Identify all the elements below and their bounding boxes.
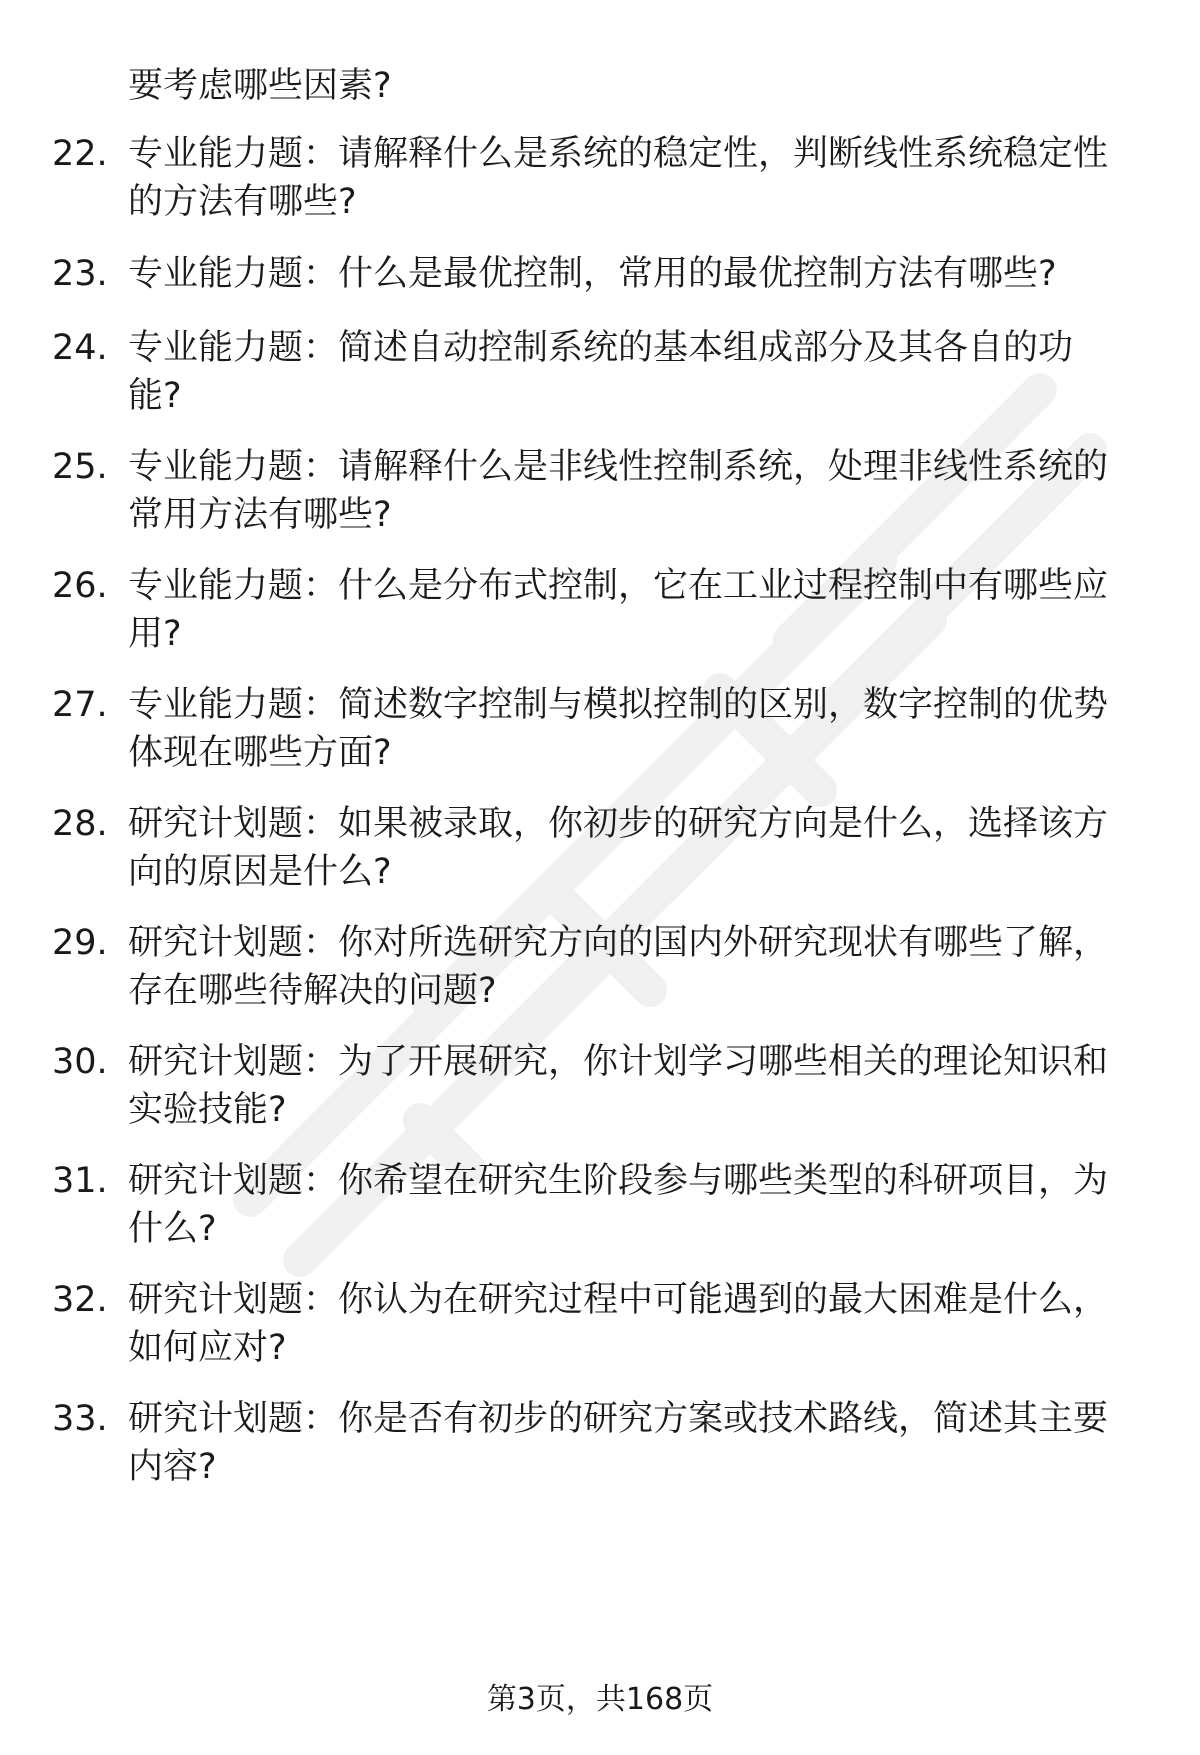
question-line: 专业能力题：请解释什么是非线性控制系统，处理非线性系统的 — [128, 447, 1109, 487]
question-number: 26. — [52, 566, 108, 606]
question-line: 专业能力题：什么是最优控制，常用的最优控制方法有哪些? — [128, 254, 1057, 294]
question-line: 专业能力题：什么是分布式控制，它在工业过程控制中有哪些应 — [128, 566, 1109, 606]
question-line: 的方法有哪些? — [128, 182, 357, 222]
page-footer: 第3页，共168页 — [486, 1682, 714, 1717]
question-number: 29. — [52, 923, 108, 963]
question-line: 常用方法有哪些? — [128, 495, 392, 535]
continuation-text: 要考虑哪些因素? — [128, 66, 392, 106]
question-line: 体现在哪些方面? — [128, 733, 392, 773]
question-number: 32. — [52, 1280, 108, 1320]
question-number: 24. — [52, 328, 108, 368]
question-line: 能? — [128, 376, 182, 416]
question-line: 内容? — [128, 1447, 217, 1487]
question-line: 专业能力题：简述数字控制与模拟控制的区别，数字控制的优势 — [128, 685, 1109, 725]
question-line: 专业能力题：简述自动控制系统的基本组成部分及其各自的功 — [128, 328, 1074, 368]
question-number: 22. — [52, 134, 108, 174]
question-line: 研究计划题：你是否有初步的研究方案或技术路线，简述其主要 — [128, 1399, 1109, 1439]
question-line: 用? — [128, 614, 182, 654]
question-line: 研究计划题：你认为在研究过程中可能遇到的最大困难是什么， — [128, 1280, 1109, 1320]
question-line: 实验技能? — [128, 1090, 287, 1130]
question-line: 存在哪些待解决的问题? — [128, 971, 497, 1011]
question-number: 33. — [52, 1399, 108, 1439]
question-line: 研究计划题：为了开展研究，你计划学习哪些相关的理论知识和 — [128, 1042, 1109, 1082]
question-line: 什么? — [128, 1209, 217, 1249]
question-line: 研究计划题：你对所选研究方向的国内外研究现状有哪些了解， — [128, 923, 1109, 963]
question-number: 25. — [52, 447, 108, 487]
question-number: 30. — [52, 1042, 108, 1082]
question-number: 31. — [52, 1161, 108, 1201]
question-line: 研究计划题：你希望在研究生阶段参与哪些类型的科研项目，为 — [128, 1161, 1109, 1201]
question-line: 研究计划题：如果被录取，你初步的研究方向是什么，选择该方 — [128, 804, 1109, 844]
question-number: 27. — [52, 685, 108, 725]
question-number: 23. — [52, 254, 108, 294]
question-line: 向的原因是什么? — [128, 852, 392, 892]
question-line: 如何应对? — [128, 1328, 287, 1368]
question-line: 专业能力题：请解释什么是系统的稳定性，判断线性系统稳定性 — [128, 134, 1109, 174]
question-number: 28. — [52, 804, 108, 844]
